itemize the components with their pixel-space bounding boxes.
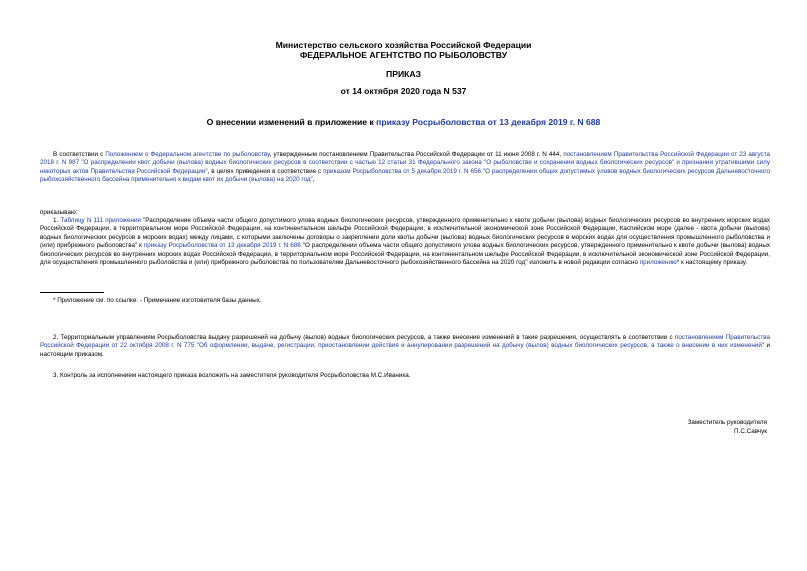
item1-text-1: 1.: [53, 217, 61, 224]
preamble-paragraph: [40, 151, 770, 185]
signature-position: Заместитель руководителя: [687, 419, 767, 426]
document-type: ПРИКАЗ: [386, 69, 421, 79]
preamble-text-4: ,: [312, 176, 315, 184]
document-title: [0, 117, 807, 127]
signature-name: П.С.Савчук: [734, 428, 767, 435]
preamble-text-3: , в целях приведения в соответствие с: [207, 167, 324, 175]
item1-text-4: * к настоящему приказу.: [676, 259, 748, 267]
ministry-name: Министерство сельского хозяйства Российской Федерации: [275, 40, 532, 50]
title-prefix: О внесении изменений в приложение к: [206, 117, 377, 127]
item-1-paragraph: [40, 217, 770, 267]
item1-link-3[interactable]: приложению: [639, 259, 677, 267]
preamble-link-3[interactable]: приказом Росрыболовства от 5 декабря 2019 г. N 656 "О распределении общих допустимых уловов водных биологических ресурсов Дальневосточного рыбохозяйственного бассейна применительно к видам квот их добычи (вылова) на 2020 год": [40, 167, 770, 184]
preamble-text-1: В соответствии с: [53, 151, 106, 158]
item-2-paragraph: [40, 334, 770, 359]
item2-link-1[interactable]: постановлением Правительства Российской Федерации от 22 октября 2008 г. N 775 "Об оформлении, выдаче, регистрации, приостановлении действия и аннулировании разрешений на добычу (вылов) водных биологических ресурсов, а также о внесении в них изменений": [40, 334, 770, 350]
item1-link-2[interactable]: приказу Росрыболовства от 13 декабря 2019 г. N 688: [143, 242, 301, 250]
item-3-paragraph: 3. Контроль за исполнением настоящего приказа возложить на заместителя руководителя Росрыболовства М.С.Иваника.: [53, 372, 411, 379]
item1-text-3: "О распределении объема части общего допустимого улова водных биологических ресурсов, утвержденного применительно к квоте добычи (вылова) водных биологических ресурсов во внутренних морских водах Российской Федерации, в территориальном море Российской Федерации, на континентальном шельфе Российской Федерации, в исключительной экономической зоне Российской Федерации, для осуществления промышленного рыболовства и (или) прибрежного рыболовства по пользователям Дальневосточного рыбохозяйственного бассейна на 2020 год" изложить в новой редакции согласно: [40, 242, 770, 267]
order-word: приказываю:: [40, 209, 78, 216]
preamble-text-2: , утвержденным постановлением Правительства Российской Федерации от 11 июня 2008 г. N 444,: [269, 151, 564, 158]
footnote: * Приложение см. по ссылке. - Примечание изготовителя базы данных.: [53, 297, 262, 304]
item2-text-2: и настоящим приказом.: [40, 342, 770, 358]
item2-text-1: 2. Территориальным управлениям Росрыболовства выдачу разрешений на добычу (вылов) водных биологических ресурсов, а также внесение изменений в такие разрешения, осуществлять в соответствии с: [53, 334, 675, 341]
item1-text-2: "Распределение объема части общего допустимого улова водных биологических ресурсов, утвержденного применительно к квоте добычи (вылова) водных биологических ресурсов во внутренних морских водах Российской Федерации, в территориальном море Российской Федерации, на континентальном шельфе Российской Федерации, в исключительной экономической зоне Российской Федерации, Каспийском море (далее - квота добычи (вылова) водных биологических ресурсов в морских водах) между лицами, с которыми заключены договоры о закреплении доли квоты добычи (вылова) водных биологических ресурсов в морских водах для осуществления промышленного рыболовства и (или) прибрежного рыболовства" к: [40, 217, 770, 250]
footnote-divider: [40, 292, 104, 293]
agency-name: ФЕДЕРАЛЬНОЕ АГЕНТСТВО ПО РЫБОЛОВСТВУ: [299, 50, 508, 60]
document-date-number: от 14 октября 2020 года N 537: [340, 86, 467, 96]
title-link[interactable]: приказу Росрыболовства от 13 декабря 2019 г. N 688: [376, 117, 601, 127]
preamble-link-1[interactable]: Положением о Федеральном агентстве по рыболовству: [105, 151, 270, 158]
preamble-link-2[interactable]: постановлением Правительства Российской Федерации от 23 августа 2018 г. N 987 "О распределении квот добычи (вылова) водных биологических ресурсов в соответствии с частью 12 статьи 31 Федерального закона "О рыболовстве и сохранении водных биологических ресурсов" и признании утратившими силу некоторых актов Правительства Российской Федерации": [40, 151, 771, 175]
item1-link-1[interactable]: Таблицу N 111 приложения: [60, 217, 141, 224]
